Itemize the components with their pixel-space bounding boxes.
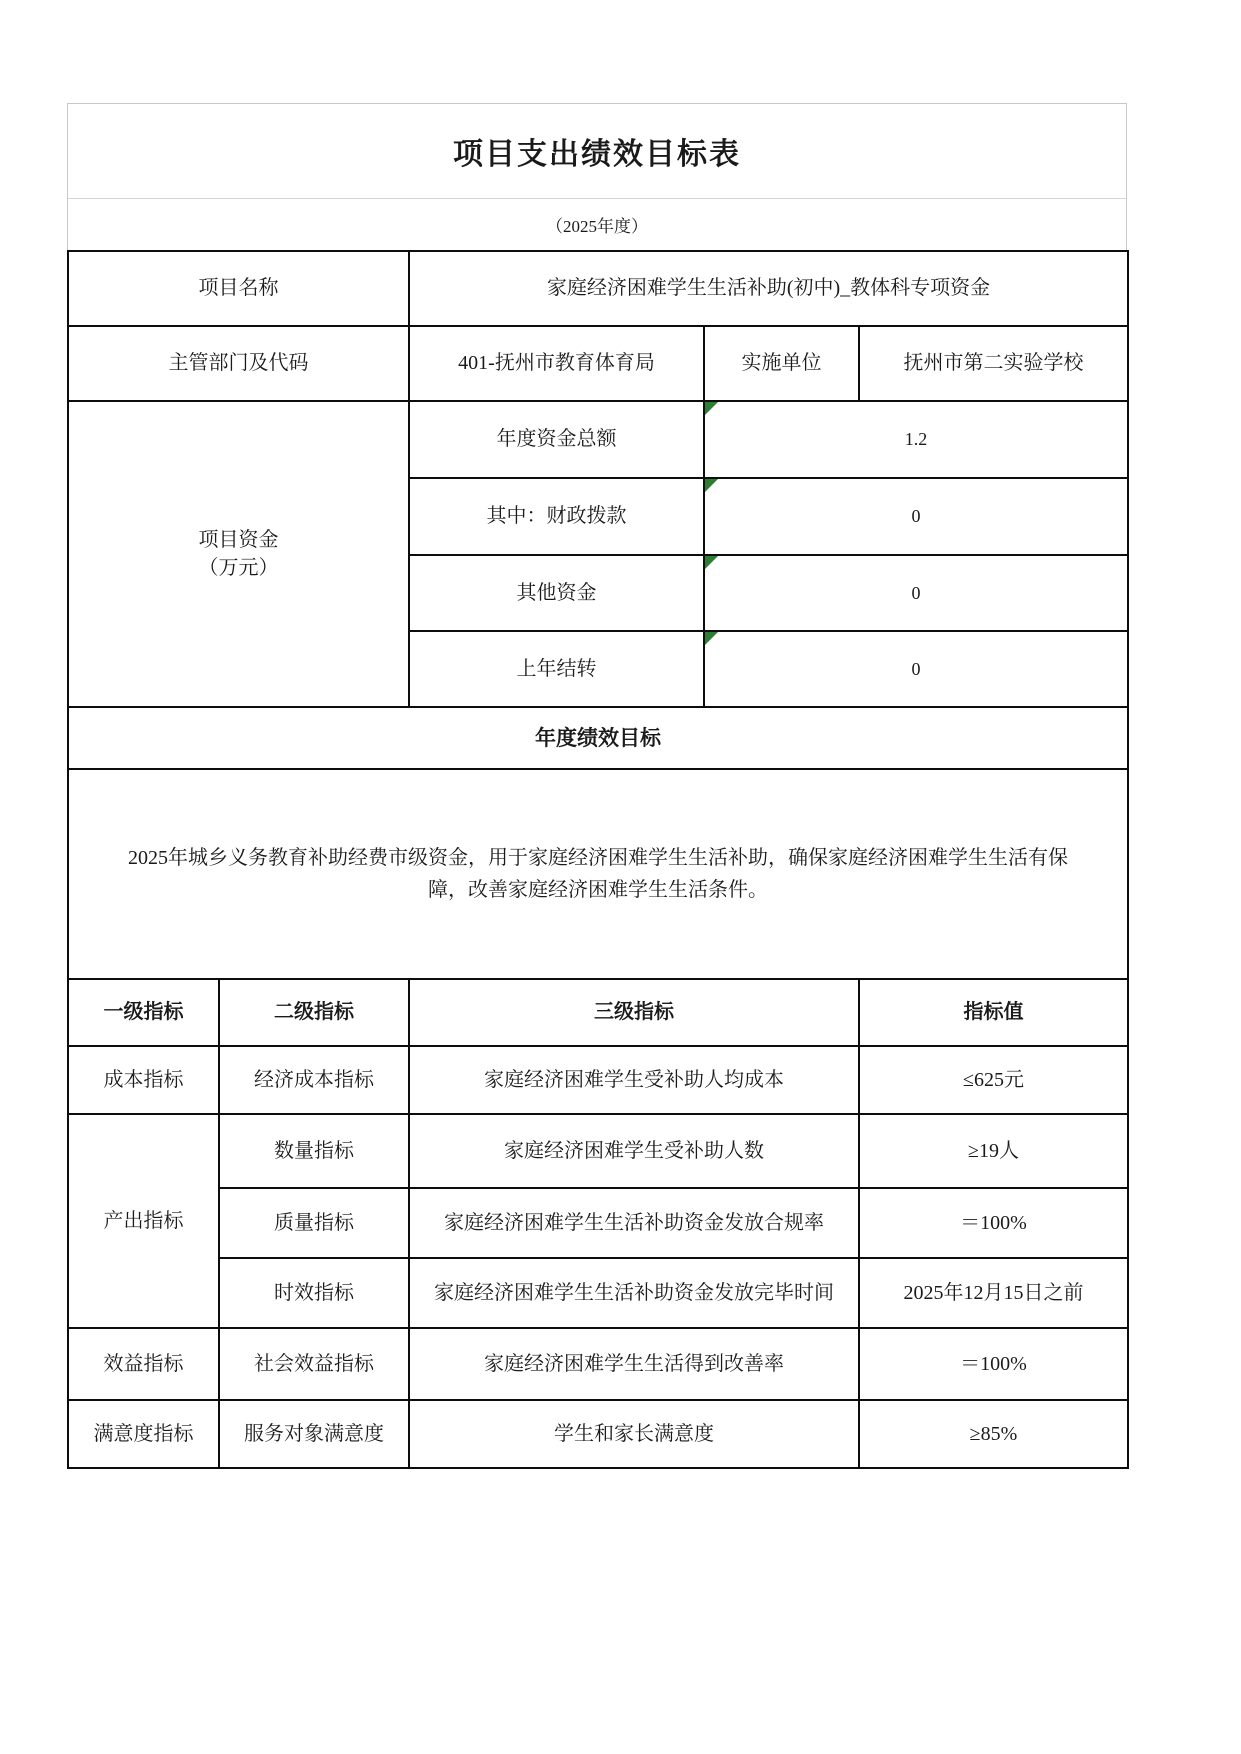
funding-row-value	[705, 479, 1129, 556]
indicator-header-value: 指标值	[860, 980, 1129, 1047]
indicator-l2-cell: 社会效益指标	[220, 1329, 410, 1401]
indicator-l2-cell: 服务对象满意度	[220, 1401, 410, 1469]
funding-row-value	[705, 556, 1129, 632]
indicator-l1-cell: 效益指标	[69, 1329, 220, 1401]
green-corner-flag-icon	[705, 402, 718, 415]
dept-code-value: 401-抚州市教育体育局	[410, 327, 705, 402]
indicator-value-cell: ≥19人	[860, 1115, 1129, 1189]
project-name-value: 家庭经济困难学生生活补助(初中)_教体科专项资金	[410, 252, 1129, 327]
funding-value-text: 0	[911, 658, 921, 679]
funding-group-label-line1: 项目资金	[198, 529, 279, 551]
funding-row-label: 其他资金	[410, 556, 705, 632]
indicator-l3-cell: 家庭经济困难学生受补助人均成本	[410, 1047, 860, 1115]
green-corner-flag-icon	[705, 479, 718, 492]
indicator-value-cell: ＝100%	[860, 1189, 1129, 1259]
indicator-l2-cell: 时效指标	[220, 1259, 410, 1329]
funding-row-label: 其中：财政拨款	[410, 479, 705, 556]
indicator-l2-cell: 经济成本指标	[220, 1047, 410, 1115]
funding-value-text: 0	[911, 582, 921, 603]
indicator-l3-cell: 家庭经济困难学生生活得到改善率	[410, 1329, 860, 1401]
indicator-value-cell: 2025年12月15日之前	[860, 1259, 1129, 1329]
impl-unit-label: 实施单位	[705, 327, 860, 402]
funding-row-value	[705, 632, 1129, 708]
green-corner-flag-icon	[705, 632, 718, 645]
funding-value-text: 1.2	[904, 429, 928, 450]
indicator-header-l2: 二级指标	[220, 980, 410, 1047]
indicator-l2-cell: 质量指标	[220, 1189, 410, 1259]
indicator-l3-cell: 学生和家长满意度	[410, 1401, 860, 1469]
funding-row-label: 上年结转	[410, 632, 705, 708]
indicator-l3-cell: 家庭经济困难学生生活补助资金发放完毕时间	[410, 1259, 860, 1329]
indicator-value-cell: ≤625元	[860, 1047, 1129, 1115]
performance-table	[67, 250, 1129, 1469]
indicator-l3-cell: 家庭经济困难学生受补助人数	[410, 1115, 860, 1189]
funding-row-value	[705, 402, 1129, 479]
indicator-l3-cell: 家庭经济困难学生生活补助资金发放合规率	[410, 1189, 860, 1259]
green-corner-flag-icon	[705, 556, 718, 569]
title-section	[67, 103, 1127, 251]
impl-unit-value: 抚州市第二实验学校	[860, 327, 1129, 402]
indicator-l1-cell: 成本指标	[69, 1047, 220, 1115]
indicator-l1-cell: 满意度指标	[69, 1401, 220, 1469]
page-title: 项目支出绩效目标表	[68, 104, 1126, 199]
dept-code-label: 主管部门及代码	[69, 327, 410, 402]
funding-row-label: 年度资金总额	[410, 402, 705, 479]
page-subtitle: （2025年度）	[546, 217, 648, 236]
indicator-l2-cell: 数量指标	[220, 1115, 410, 1189]
funding-group-label-line2: （万元）	[198, 557, 279, 579]
project-name-label: 项目名称	[69, 252, 410, 327]
annual-goal-text: 2025年城乡义务教育补助经费市级资金，用于家庭经济困难学生生活补助，确保家庭经济困难学生生活有保障，改善家庭经济困难学生生活条件。	[69, 770, 1129, 980]
annual-goal-header: 年度绩效目标	[69, 708, 1129, 770]
indicator-value-cell: ≥85%	[860, 1401, 1129, 1469]
indicator-header-l3: 三级指标	[410, 980, 860, 1047]
indicator-header-l1: 一级指标	[69, 980, 220, 1047]
indicator-value-cell: ＝100%	[860, 1329, 1129, 1401]
funding-group-label	[69, 402, 410, 708]
indicator-l1-cell: 产出指标	[69, 1115, 220, 1329]
funding-value-text: 0	[911, 506, 921, 527]
